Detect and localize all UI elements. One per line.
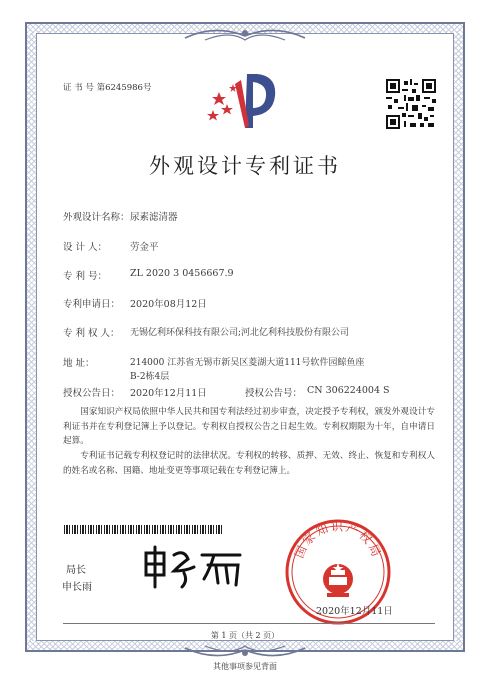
design-name-value: 尿素滤清器 — [130, 212, 178, 223]
page-info: 第 1 页（共 2 页） — [210, 631, 280, 640]
address-label: 地 址： — [63, 358, 95, 369]
patentee-label: 专 利 权 人： — [63, 328, 120, 339]
seal-text: 国家知识产权局 — [291, 519, 385, 561]
barcode-icon — [64, 525, 224, 534]
legal-paragraph-2: 专利证书记载专利权登记时的法律状况。专利权的转移、质押、无效、终止、恢复和专利权人的姓名或名称、国籍、地址变更等事项记载在专利登记簿上。 — [63, 451, 435, 476]
filing-date-value: 2020年08月12日 — [130, 299, 207, 310]
grant-number-label: 授权公告号： — [245, 388, 303, 399]
certificate-number: 证 书 号 第6245986号 — [63, 83, 152, 93]
bottom-ornament-icon — [175, 640, 315, 662]
svg-text:国家知识产权局 — [292, 520, 384, 561]
address-line-2: B-2栋4层 — [130, 372, 170, 382]
grant-date-label: 授权公告日： — [63, 388, 121, 399]
director-name: 申长雨 — [62, 582, 92, 593]
patent-number-value: ZL 2020 3 0456667.9 — [130, 268, 234, 279]
patent-office-logo-icon — [205, 70, 280, 130]
seal-date: 2020年12月11日 — [316, 606, 393, 617]
footer-divider — [63, 623, 435, 624]
top-ornament-icon — [175, 24, 315, 46]
signature-icon — [140, 545, 250, 590]
designer-value: 劳金平 — [130, 242, 159, 253]
legal-paragraph-1: 国家知识产权局依照中华人民共和国专利法经过初步审查，决定授予专利权，颁发外观设计专利证书并在专利登记簿上予以登记。专利权自授权公告之日起生效。专利权期限为十年，自申请日起算。 — [63, 407, 435, 446]
qr-code-icon — [386, 79, 436, 129]
grant-number-value: CN 306224004 S — [307, 385, 390, 396]
designer-label: 设 计 人： — [63, 242, 108, 253]
patentee-value: 无锡亿利环保科技有限公司;河北亿利科技股份有限公司 — [130, 328, 350, 338]
director-title: 局长 — [66, 565, 86, 576]
address-line-1: 214000 江苏省无锡市新吴区菱湖大道111号软件园鲸鱼座 — [130, 358, 365, 368]
certificate-title: 外观设计专利证书 — [149, 154, 341, 178]
filing-date-label: 专利申请日： — [63, 299, 121, 310]
grant-date-value: 2020年12月11日 — [130, 388, 207, 399]
design-name-label: 外观设计名称： — [63, 212, 130, 223]
footer-note: 其他事项参见背面 — [213, 662, 277, 671]
patent-number-label: 专 利 号： — [63, 271, 108, 282]
